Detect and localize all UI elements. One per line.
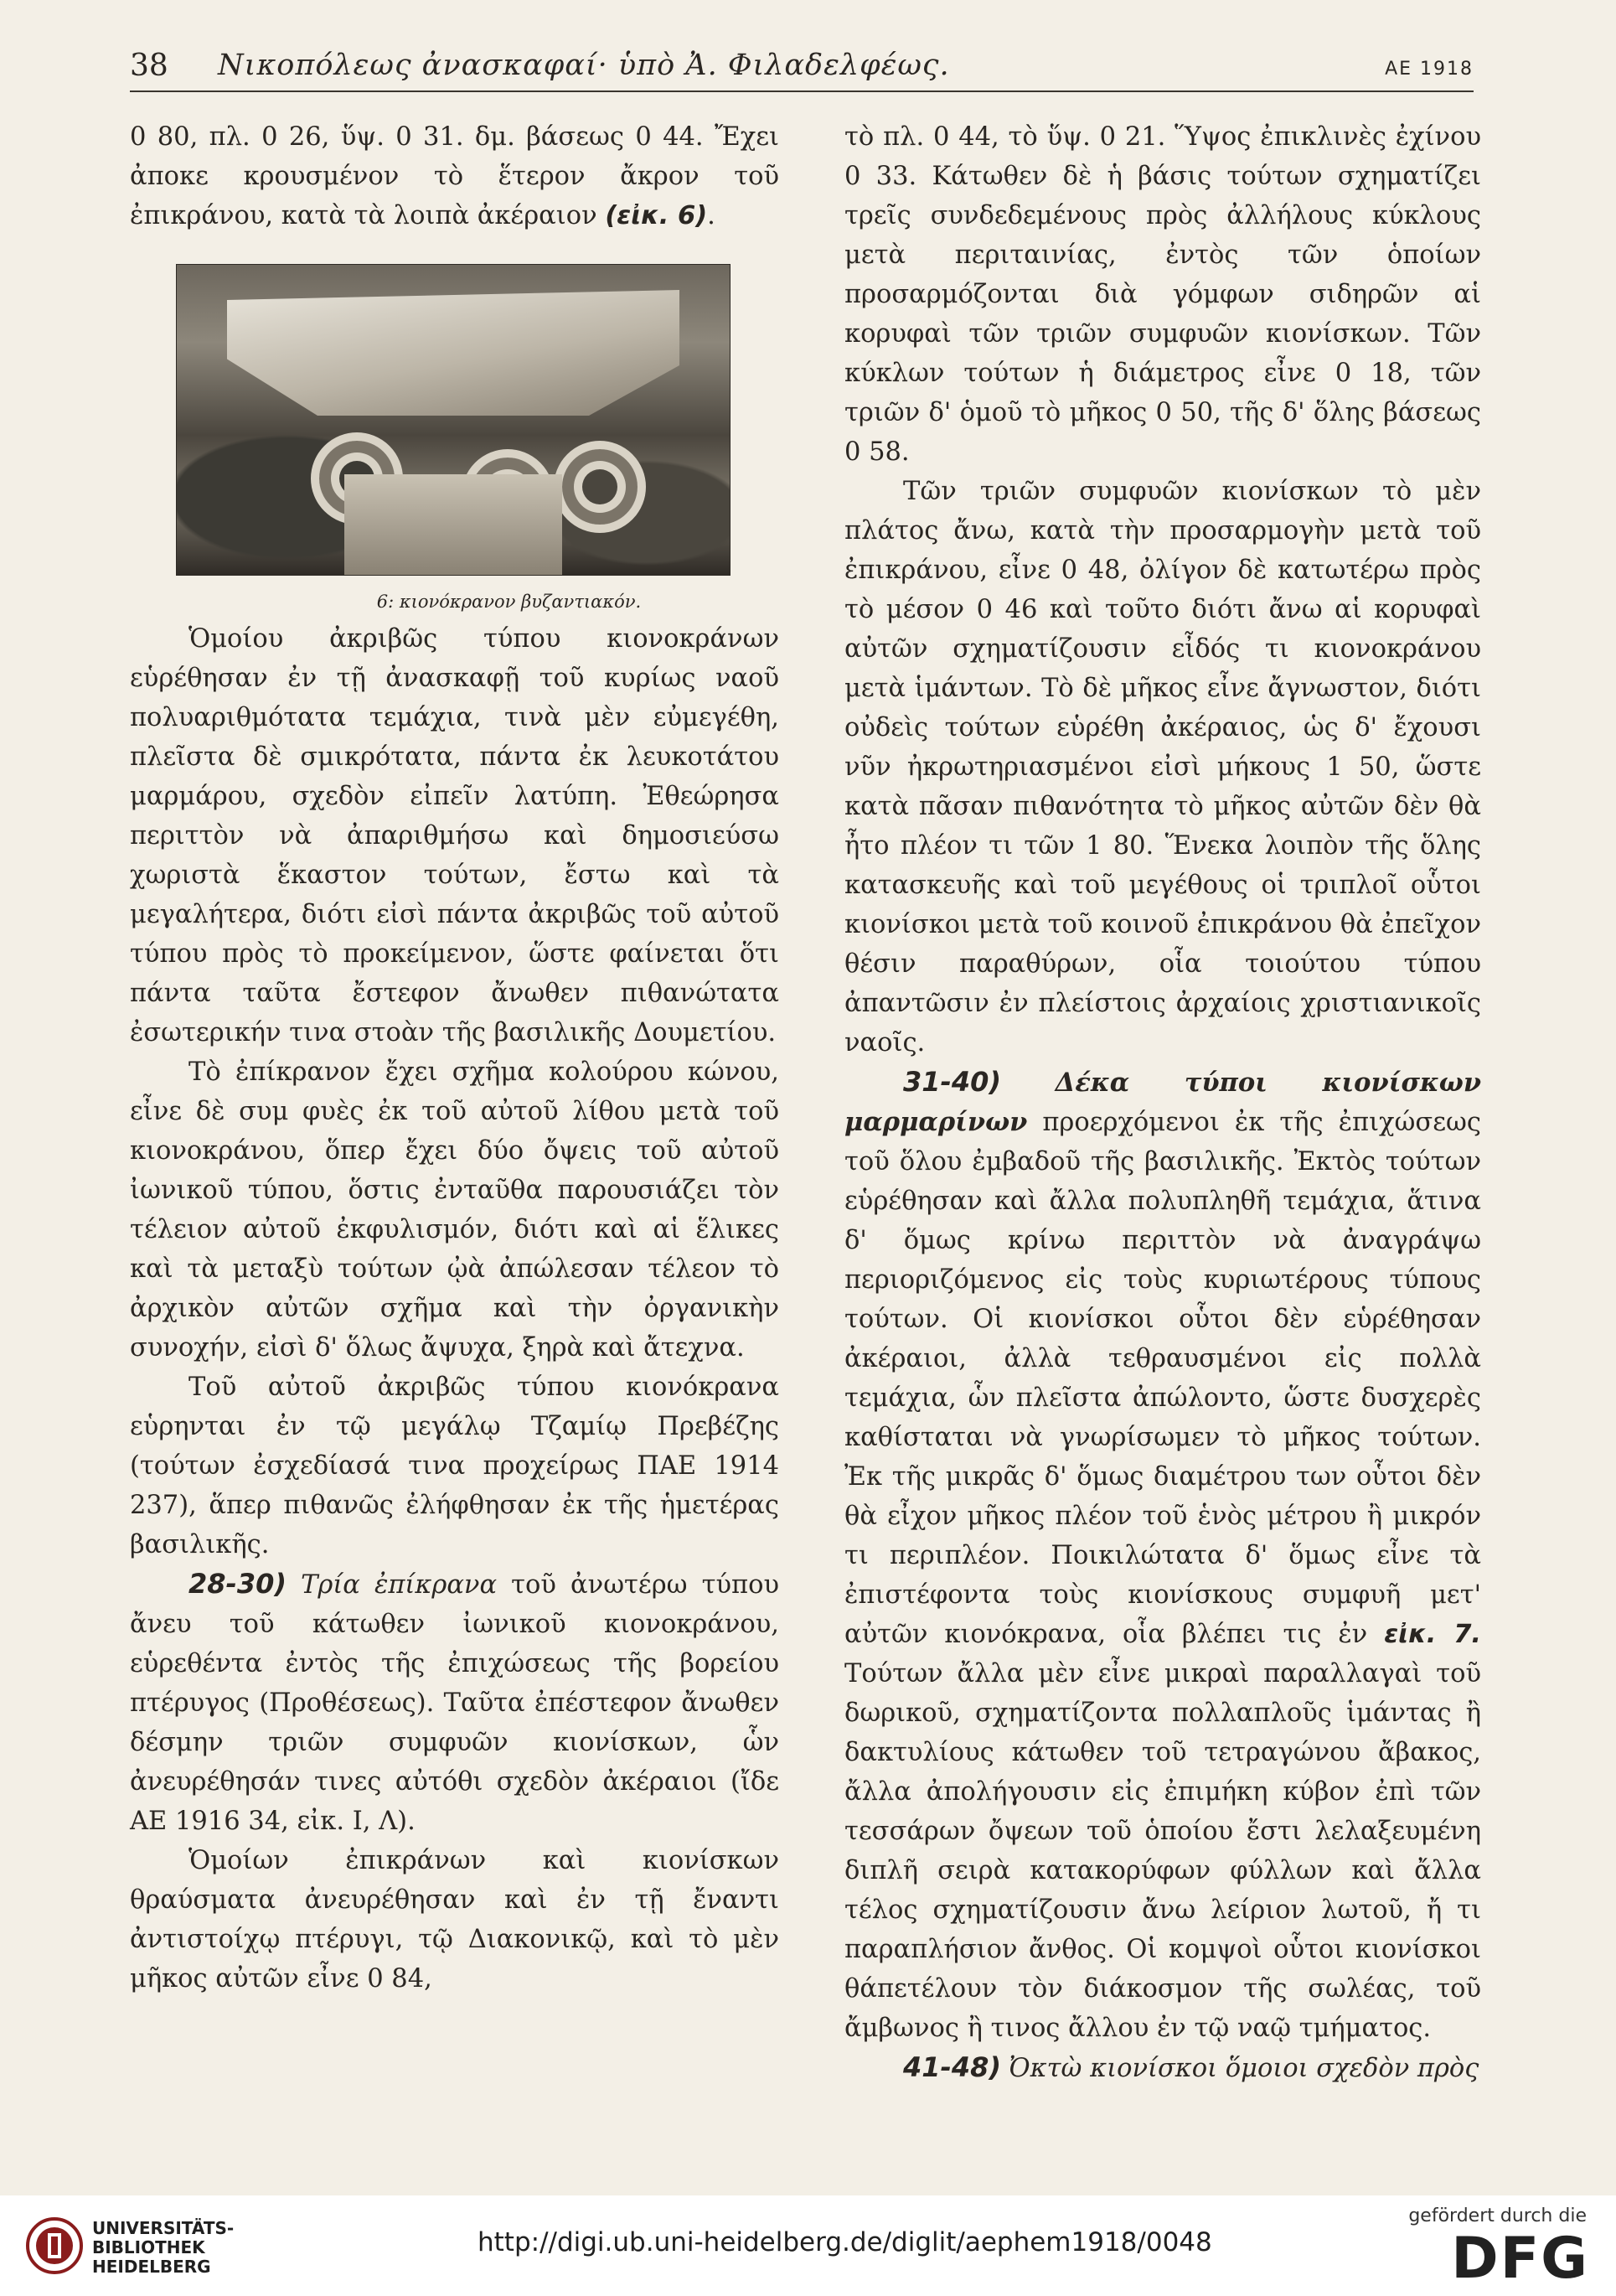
running-header (130, 49, 1474, 92)
left-paragraph-2: Ὁμοίου ἀκριβῶς τύπου κιονοκράνων εὑρέθησαν ἐν τῇ ἀνασκαφῇ τοῦ κυρίως ναοῦ πολυαριθμότατα τεμάχια, τινὰ μὲν εὐμεγέθη, πλεῖστα δὲ σμικρότατα, πάντα ἐκ λευκοτάτου μαρμάρου, σχεδὸν εἰπεῖν λατύπη. Ἐθεώρησα περιττὸν νὰ ἀπαριθμήσω καὶ δημοσιεύσω χωριστὰ ἕκαστον τούτων, ἔστω καὶ τὰ μεγαλήτερα, διότι εἰσὶ πάντα ἀκριβῶς τοῦ αὐτοῦ τύπου πρὸς τὸ προκείμενον, ὥστε φαίνεται ὅτι πάντα ταῦτα ἔστεφον ἄνωθεν πιθανώτατα ἐσωτερικήν τινα στοὰν τῆς βασιλικῆς Δουμετίου. (130, 624, 779, 1047)
section-41-48: 41-48) Ὀκτὼ κιονίσκοι ὅμοιοι σχεδὸν πρὸς (903, 2051, 1479, 2083)
funding-label: gefördert durch die (1408, 2206, 1587, 2226)
university-library-seal-icon (25, 2216, 84, 2275)
left-paragraph-5: Ὁμοίων ἐπικράνων καὶ κιονίσκων θραύσματα ἀνευρέθησαν καὶ ἐν τῇ ἔναντι ἀντιστοίχῳ πτέρυγι, τῷ Διακονικῷ, καὶ τὸ μὲν μῆκος αὐτῶν εἶνε 0 84, (130, 1846, 779, 1993)
right-column (844, 117, 1481, 2088)
section-31-40: 31-40) Δέκα τύποι κιονίσκων μαρμαρίνων προερχόμενοι ἐκ τῆς ἐπιχώσεως τοῦ ὅλου ἐμβαδοῦ τῆς βασιλικῆς. Ἐκτὸς τούτων εὑρέθησαν καὶ ἄλλα πολυπληθῆ τεμάχια, ἅτινα δ' ὅμως κρίνω περιττὸν νὰ ἀναγράψω περιοριζόμενος εἰς τοὺς κυριωτέρους τύπους τούτων. Οἱ κιονίσκοι οὗτοι δὲν εὑρέθησαν ἀκέραιοι, ἀλλὰ τεθραυσμένοι εἰς πολλὰ τεμάχια, ὧν πλεῖστα ἀπώλοντο, ὥστε δυσχερὲς καθίσταται νὰ γνωρίσωμεν τὸ μῆκος τούτων. Ἐκ τῆς μικρᾶς δ' ὅμως διαμέτρου των οὗτοι δὲν θὰ εἶχον μῆκος πλέον τοῦ ἑνὸς μέτρου ἢ μικρόν τι περιπλέον. Ποικιλώτατα δ' ὅμως εἶνε τὰ ἐπιστέφοντα τοὺς κιονίσκους συμφυῆ μετ' αὐτῶν κιονόκρανα, οἷα βλέπει τις ἐν εἰκ. 7. Τούτων ἄλλα μὲν εἶνε μικραὶ παραλλαγαὶ τοῦ δωρικοῦ, σχηματίζοντα πολλαπλοῦς ἱμάντας ἢ δακτυλίους κάτωθεν τοῦ τετραγώνου ἄβακος, ἄλλα ἀπολήγουσιν εἰς ἐπιμήκη κύβον ἐπὶ τῶν τεσσάρων ὄψεων τοῦ ὁποίου ἔστι λελαξευμένη διπλῆ σειρὰ κατακορύφων φύλλων καὶ ἄλλα τέλος σχηματίζουσιν ἄνω λείριον λωτοῦ, ἤ τι παραπλήσιον ἄνθος. Οἱ κομψοὶ οὗτοι κιονίσκοι θάπετέλουν τὸν διάκοσμον τῆς σωλέας, τοῦ ἄμβωνος ἢ τινος ἄλλου ἐν τῷ ναῷ τμήματος. (844, 1066, 1482, 2043)
permalink-url[interactable]: http://digi.ub.uni-heidelberg.de/diglit/aephem1918/0048 (478, 2227, 1212, 2257)
left-paragraph-3: Τὸ ἐπίκρανον ἔχει σχῆμα κολούρου κώνου, εἶνε δὲ συμ φυὲς ἐκ τοῦ αὐτοῦ λίθου μετὰ τοῦ κιονοκράνου, ὅπερ ἔχει δύο ὄψεις τοῦ αὐτοῦ ἰωνικοῦ τύπου, ὅστις ἐνταῦθα παρουσιάζει τὸν τέλειον αὐτοῦ ἐκφυλισμόν, διότι καὶ αἱ ἕλικες καὶ τὰ μεταξὺ τούτων ᾠὰ ἀπώλεσαν τέλεον τὸ ἀρχικὸν αὐτῶν σχῆμα καὶ τὴν ὀργανικὴν συνοχήν, εἰσὶ δ' ὅλως ἄψυχα, ξηρὰ καὶ ἄτεχνα. (130, 1058, 779, 1363)
section-title: Τρία ἐπίκρανα (301, 1570, 498, 1600)
section-number: 41-48) (903, 2051, 1001, 2083)
capital-block (227, 290, 679, 416)
page-number: 38 (130, 49, 168, 83)
figure-6-reference: (εἰκ. 6) (605, 201, 708, 230)
column-base (344, 474, 562, 575)
left-column (130, 117, 779, 1999)
figure-7-reference: εἰκ. 7. (1384, 1620, 1482, 1649)
left-paragraph-1: 0 80, πλ. 0 26, ὕψ. 0 31. δμ. βάσεως 0 44. Ἔχει ἀποκε κρουσμένον τὸ ἕτερον ἄκρον τοῦ ἐπικράνου, κατὰ τὰ λοιπὰ ἀκέραιον (εἰκ. 6). (130, 122, 779, 230)
right-paragraph-1: τὸ πλ. 0 44, τὸ ὕψ. 0 21. Ὕψος ἐπικλινὲς ἐχίνου 0 33. Κάτωθεν δὲ ἡ βάσις τούτων σχηματίζει τρεῖς συνδεδεμένους πρὸς ἀλλήλους κύκλους μετὰ περιταινίας, ἐντὸς τῶν ὁποίων προσαρμόζονται διὰ γόμφων σιδηρῶν αἱ κορυφαὶ τῶν τριῶν συμφυῶν κιονίσκων. Τῶν κύκλων τούτων ἡ διάμετρος εἶνε 0 18, τῶν τριῶν δ' ὁμοῦ τὸ μῆκος 0 50, τῆς δ' ὅλης βάσεως 0 58. (844, 122, 1481, 467)
digitization-footer (0, 2195, 1616, 2296)
section-number: 31-40) (903, 1066, 1001, 1098)
section-28-30: 28-30) Τρία ἐπίκρανα τοῦ ἀνωτέρω τύπου ἄνευ τοῦ κάτωθεν ἰωνικοῦ κιονοκράνου, εὑρεθέντα ἐντὸς τῆς ἐπιχώσεως τῆς βορείου πτέρυγος (Προθέσεως). Ταῦτα ἐπέστεφον ἄνωθεν δέσμην τριῶν συμφυῶν κιονίσκων, ὧν ἀνευρέθησάν τινες αὐτόθι σχεδὸν ἀκέραιοι (ἴδε ΑΕ 1916 34, εἰκ. Ι, Λ). (130, 1568, 780, 1836)
section-number: 28-30) (188, 1568, 287, 1600)
figure-6-photo (176, 264, 731, 576)
volute-scroll (554, 441, 646, 533)
journal-reference: ΑΕ 1918 (1385, 59, 1474, 80)
section-title: Δέκα τύποι κιονίσκων μαρμαρίνων (844, 1068, 1481, 1137)
right-paragraph-2: Τῶν τριῶν συμφυῶν κιονίσκων τὸ μὲν πλάτος ἄνω, κατὰ τὴν προσαρμογὴν μετὰ τοῦ ἐπικράνου, εἶνε 0 48, ὀλίγον δὲ κατωτέρω πρὸς τὸ μέσον 0 46 καὶ τοῦτο διότι ἄνω αἱ κορυφαὶ αὐτῶν σχηματίζουσιν εἶδός τι κιονοκράνου μετὰ ἱμάντων. Τὸ δὲ μῆκος εἶνε ἄγνωστον, διότι οὐδεὶς τούτων εὑρέθη ἀκέραιος, ὡς δ' ἔχουσι νῦν ἠκρωτηριασμένοι εἰσὶ μήκους 1 50, ὥστε κατὰ πᾶσαν πιθανότητα τὸ μῆκος αὐτῶν δὲν θὰ ἦτο πλέον τι τῶν 1 80. Ἕνεκα λοιπὸν τῆς ὅλης κατασκευῆς καὶ τοῦ μεγέθους οἱ τριπλοῖ οὗτοι κιονίσκοι μετὰ τοῦ κοινοῦ ἐπικράνου θὰ ἐπεῖχον θέσιν παραθύρων, οἷα τοιούτου τύπου ἀπαντῶσιν ἐν πλείστοις ἀρχαίοις χριστιανικοῖς ναοῖς. (844, 477, 1481, 1058)
dfg-logo: DFG (1451, 2226, 1589, 2292)
left-paragraph-4: Τοῦ αὐτοῦ ἀκριβῶς τύπου κιονόκρανα εὑρηνται ἐν τῷ μεγάλῳ Τζαμίῳ Πρεβέζης (τούτων ἐσχεδίασά τινα προχείρως ΠΑΕ 1914 237), ἅπερ πιθανῶς ἐλήφθησαν ἐκ τῆς ἡμετέρας βασιλικῆς. (130, 1373, 779, 1559)
running-title: Νικοπόλεως ἀνασκαφαί· ὑπὸ Ἀ. Φιλαδελφέως. (218, 49, 950, 82)
library-name: UNIVERSITÄTS- BIBLIOTHEK HEIDELBERG (92, 2218, 235, 2277)
figure-6-caption: 6: κιονόκρανον βυζαντιακόν. (376, 592, 642, 612)
